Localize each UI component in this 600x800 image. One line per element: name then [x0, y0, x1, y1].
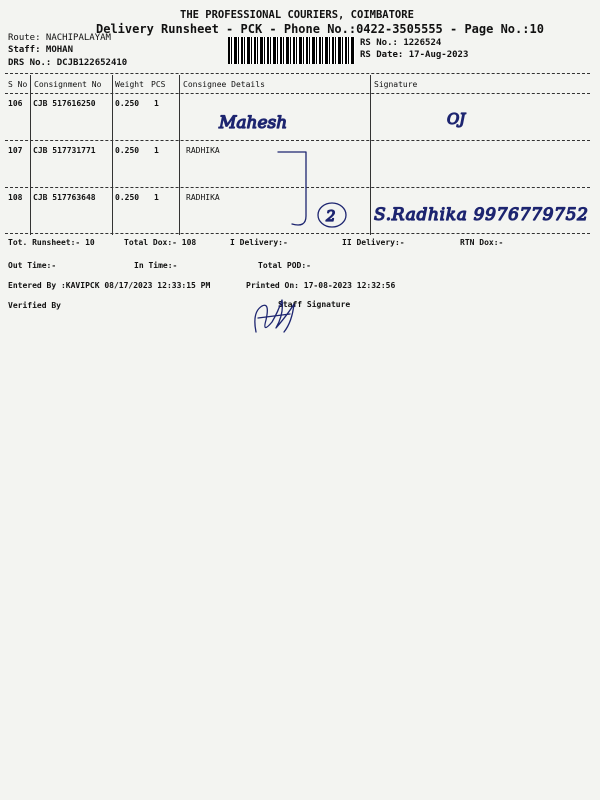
table-bottom-rule [5, 233, 590, 234]
circled-count-text: 2 [326, 207, 336, 225]
in-time: In Time:- [134, 261, 178, 270]
col-header-sno: S No [8, 80, 28, 89]
row-sno: 106 [8, 99, 23, 108]
col-header-signature: Signature [374, 80, 418, 89]
table-header-rule [5, 93, 590, 94]
drs-number: DRS No.: DCJB122652410 [8, 58, 128, 68]
row-consignment: CJB 517731771 [33, 146, 96, 155]
circled-count [315, 200, 349, 230]
tot-runsheet: Tot. Runsheet:- 10 [8, 238, 95, 247]
runsheet-title: Delivery Runsheet - PCK - Phone No.:0422-3505555 - Page No.:10 [96, 22, 544, 36]
row-weight: 0.250 [115, 146, 140, 155]
row-weight: 0.250 [115, 193, 140, 202]
rs-number: RS No.: 1226524 [360, 38, 442, 48]
signature-mark-text: OJ [447, 110, 466, 128]
barcode [228, 37, 355, 64]
col-header-weight: Weight [115, 80, 144, 89]
signature-row-108 [372, 200, 592, 228]
row-weight: 0.250 [115, 99, 140, 108]
staff-signature-scribble [248, 292, 308, 338]
row-pcs: 1 [154, 99, 159, 108]
rs-date: RS Date: 17-Aug-2023 [360, 50, 469, 60]
signature-mark-row-106 [445, 108, 475, 130]
i-delivery: I Delivery:- [230, 238, 288, 247]
verified-by: Verified By [8, 301, 61, 310]
out-time: Out Time:- [8, 261, 57, 270]
row-sno: 108 [8, 193, 23, 202]
row-consignee: RADHIKA [186, 193, 220, 202]
entered-by: Entered By :KAVIPCK 08/17/2023 12:33:15 PM [8, 281, 211, 290]
row-consignment: CJB 517616250 [33, 99, 96, 108]
col-header-consignee: Consignee Details [183, 80, 265, 89]
signature-row-108-text: S.Radhika 9976779752 [374, 205, 588, 225]
total-pod: Total POD:- [258, 261, 311, 270]
company-title: THE PROFESSIONAL COURIERS, COIMBATORE [180, 9, 414, 21]
row-consignee: RADHIKA [186, 146, 220, 155]
total-dox: Total Dox:- 108 [124, 238, 197, 247]
col-header-consignment: Consignment No [34, 80, 102, 89]
printed-on: Printed On: 17-08-2023 12:32:56 [246, 281, 396, 290]
col-divider [112, 75, 113, 235]
table-top-rule [5, 73, 590, 74]
route-label: Route: NACHIPALAYAM [8, 33, 111, 43]
row-sno: 107 [8, 146, 23, 155]
col-divider [30, 75, 31, 235]
row-consignment: CJB 517763648 [33, 193, 96, 202]
handwritten-name-text: Mahesh [219, 113, 288, 133]
handwritten-name-mahesh [215, 108, 305, 136]
ii-delivery: II Delivery:- [342, 238, 405, 247]
row-pcs: 1 [154, 146, 159, 155]
row-pcs: 1 [154, 193, 159, 202]
staff-signature-label: Staff Signature [278, 300, 351, 309]
staff-label: Staff: MOHAN [8, 45, 74, 55]
row-separator [5, 140, 590, 141]
col-divider [370, 75, 371, 235]
col-header-pcs: PCS [151, 80, 166, 89]
col-divider [179, 75, 180, 235]
rtn-dox: RTN Dox:- [460, 238, 504, 247]
